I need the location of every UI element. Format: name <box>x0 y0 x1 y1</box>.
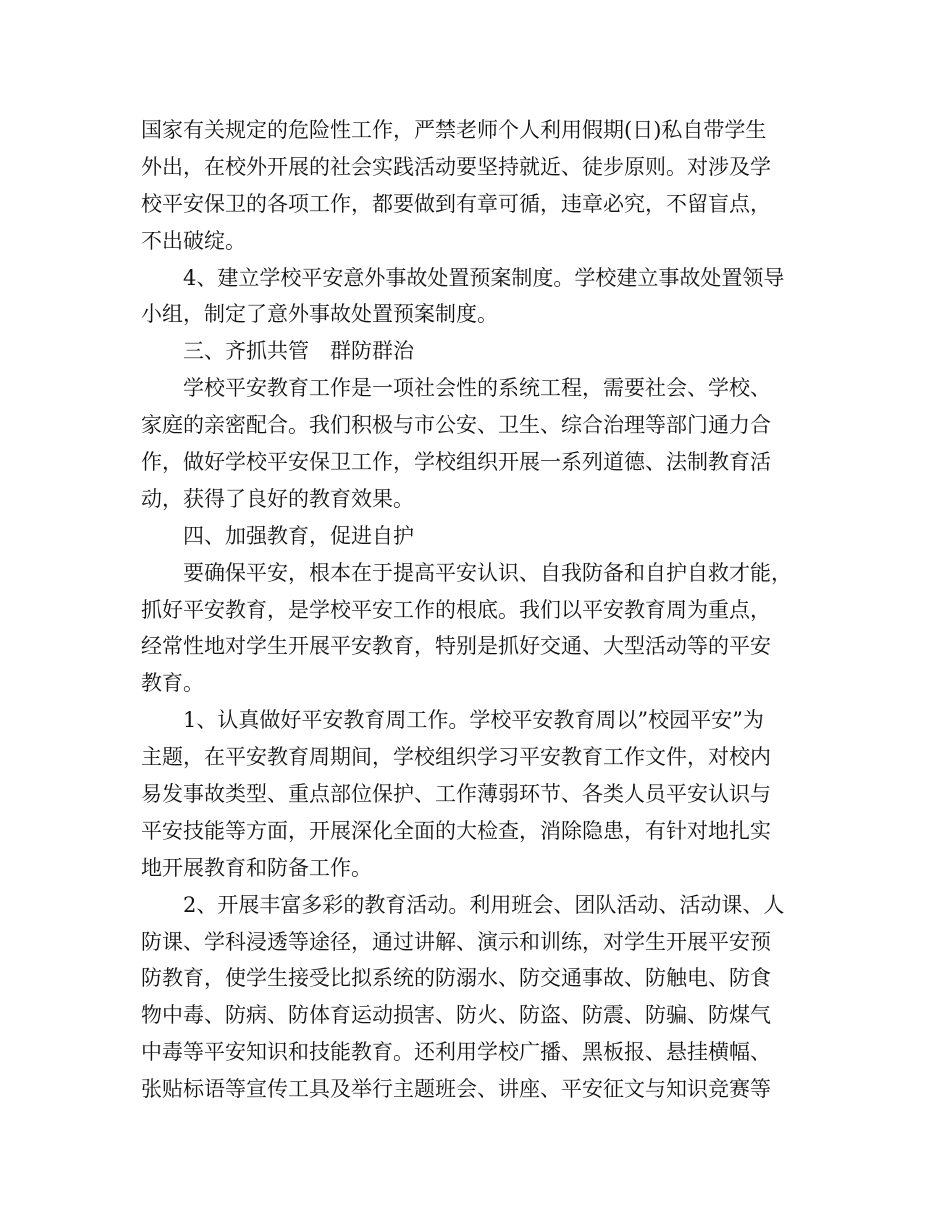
text-line: 校平安保卫的各项工作，都要做到有章可循，违章必究，不留盲点， <box>141 191 771 216</box>
text-line: 外出，在校外开展的社会实践活动要坚持就近、徒步原则。对涉及学 <box>141 154 771 179</box>
text-line: 作，做好学校平安保卫工作，学校组织开展一系列道德、法制教育活 <box>141 450 771 475</box>
text-line: 四、加强教育，促进自护 <box>183 523 414 548</box>
text-line: 三、齐抓共管 群防群治 <box>183 339 414 364</box>
text-line: 防教育，使学生接受比拟系统的防溺水、防交通事故、防触电、防食 <box>141 966 771 991</box>
text-line: 中毒等平安知识和技能教育。还利用学校广播、黑板报、悬挂横幅、 <box>141 1040 771 1065</box>
text-line: 防课、学科浸透等途径，通过讲解、演示和训练，对学生开展平安预 <box>141 929 771 954</box>
text-line: 地开展教育和防备工作。 <box>141 855 372 880</box>
text-line: 国家有关规定的危险性工作，严禁老师个人利用假期(日)私自带学生 <box>141 118 767 142</box>
text-line: 动，获得了良好的教育效果。 <box>141 486 414 511</box>
text-line: 小组，制定了意外事故处置预案制度。 <box>141 302 498 327</box>
text-line: 主题，在平安教育周期间，学校组织学习平安教育工作文件，对校内 <box>141 745 771 770</box>
text-line: 4、建立学校平安意外事故处置预案制度。学校建立事故处置领导 <box>183 265 785 290</box>
text-line: 张贴标语等宣传工具及举行主题班会、讲座、平安征文与知识竞赛等 <box>141 1077 771 1102</box>
text-line: 要确保平安，根本在于提高平安认识、自我防备和自护自救才能， <box>183 560 792 585</box>
text-line: 学校平安教育工作是一项社会性的系统工程，需要社会、学校、 <box>183 376 771 401</box>
text-line: 易发事故类型、重点部位保护、工作薄弱环节、各类人员平安认识与 <box>141 782 771 807</box>
text-line: 不出破绽。 <box>141 228 246 253</box>
text-line: 教育。 <box>141 671 204 696</box>
text-line: 抓好平安教育，是学校平安工作的根底。我们以平安教育周为重点， <box>141 597 771 622</box>
text-line: 家庭的亲密配合。我们积极与市公安、卫生、综合治理等部门通力合 <box>141 413 771 438</box>
text-line: 平安技能等方面，开展深化全面的大检查，消除隐患，有针对地扎实 <box>141 818 771 843</box>
text-line: 物中毒、防病、防体育运动损害、防火、防盗、防震、防骗、防煤气 <box>141 1003 771 1028</box>
document-body <box>141 112 827 1108</box>
text-line: 2、开展丰富多彩的教育活动。利用班会、团队活动、活动课、人 <box>183 892 785 917</box>
text-line: 经常性地对学生开展平安教育，特别是抓好交通、大型活动等的平安 <box>141 634 771 659</box>
text-line: 1、认真做好平安教育周工作。学校平安教育周以”校园平安”为 <box>183 708 764 733</box>
